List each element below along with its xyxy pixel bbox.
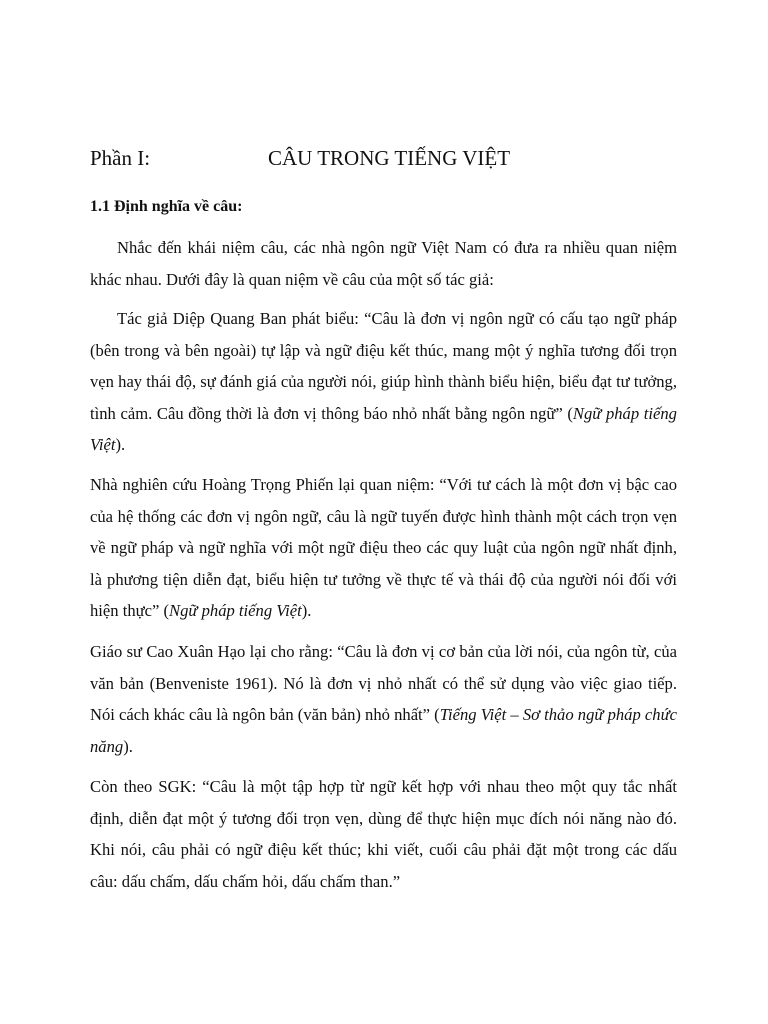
paragraph-intro: [90, 232, 677, 295]
paragraph-tail: ).: [123, 736, 133, 756]
paragraph-text: Còn theo SGK: “Câu là một tập hợp từ ngữ kết hợp với nhau theo một quy tắc nhất định, diễn đạt một ý tương đối trọn vẹn, dùng để thực hiện mục đích nói năng nào đó. Khi nói, câu phải có ngữ điệu kết thúc; khi viết, cuối câu phải đặt một trong các dấu câu: dấu chấm, dấu chấm hỏi, dấu chấm than.”: [90, 777, 677, 891]
paragraph-diep-quang-ban: [90, 303, 677, 461]
part-label: Phần I:: [90, 146, 151, 170]
paragraph-text: Nhắc đến khái niệm câu, các nhà ngôn ngữ Việt Nam có đưa ra nhiều quan niệm khác nhau. Dưới đây là quan niệm về câu của một số tác giả:: [90, 238, 677, 289]
paragraph-text: Giáo sư Cao Xuân Hạo lại cho rằng: “Câu là đơn vị cơ bản của lời nói, của ngôn từ, của văn bản (Benveniste 1961). Nó là đơn vị nhỏ nhất có thể sử dụng vào việc giao tiếp. Nói cách khác câu là ngôn bản (văn bản) nhỏ nhất” (: [90, 642, 677, 724]
paragraph-tail: ).: [115, 435, 126, 454]
source-citation: Ngữ pháp tiếng Việt: [169, 601, 302, 620]
paragraph-hoang-trong-phien: [90, 469, 677, 627]
paragraph-tail: ).: [301, 601, 312, 620]
paragraph-cao-xuan-hao: [90, 636, 677, 762]
source-citation: Tiếng Việt – Sơ thảo ngữ pháp chức năng: [90, 705, 677, 756]
source-citation: Ngữ pháp tiếng Việt: [90, 403, 677, 454]
paragraph-sgk: [90, 771, 677, 897]
chapter-title-row: [90, 144, 677, 174]
chapter-title: CÂU TRONG TIẾNG VIỆT: [268, 146, 511, 170]
paragraph-text: Nhà nghiên cứu Hoàng Trọng Phiến lại quan niệm: “Với tư cách là một đơn vị bậc cao của hệ thống các đơn vị ngôn ngữ, câu là ngữ tuyến được hình thành một cách trọn vẹn về ngữ pháp và ngữ nghĩa với một ngữ điệu theo các quy luật của ngôn ngữ nhất định, là phương tiện diễn đạt, biểu hiện tư tưởng về thực tế và thái độ của người nói đối với hiện thực” (: [90, 475, 677, 620]
section-heading: 1.1 Định nghĩa về câu:: [90, 198, 243, 215]
paragraph-text: Tác giả Diệp Quang Ban phát biểu: “Câu là đơn vị ngôn ngữ có cấu tạo ngữ pháp (bên trong và bên ngoài) tự lập và ngữ điệu kết thúc, mang một ý nghĩa tương đối trọn vẹn hay thái độ, sự đánh giá của người nói, giúp hình thành biểu hiện, biểu đạt tư tưởng, tình cảm. Câu đồng thời là đơn vị thông báo nhỏ nhất bằng ngôn ngữ” (: [90, 309, 677, 423]
